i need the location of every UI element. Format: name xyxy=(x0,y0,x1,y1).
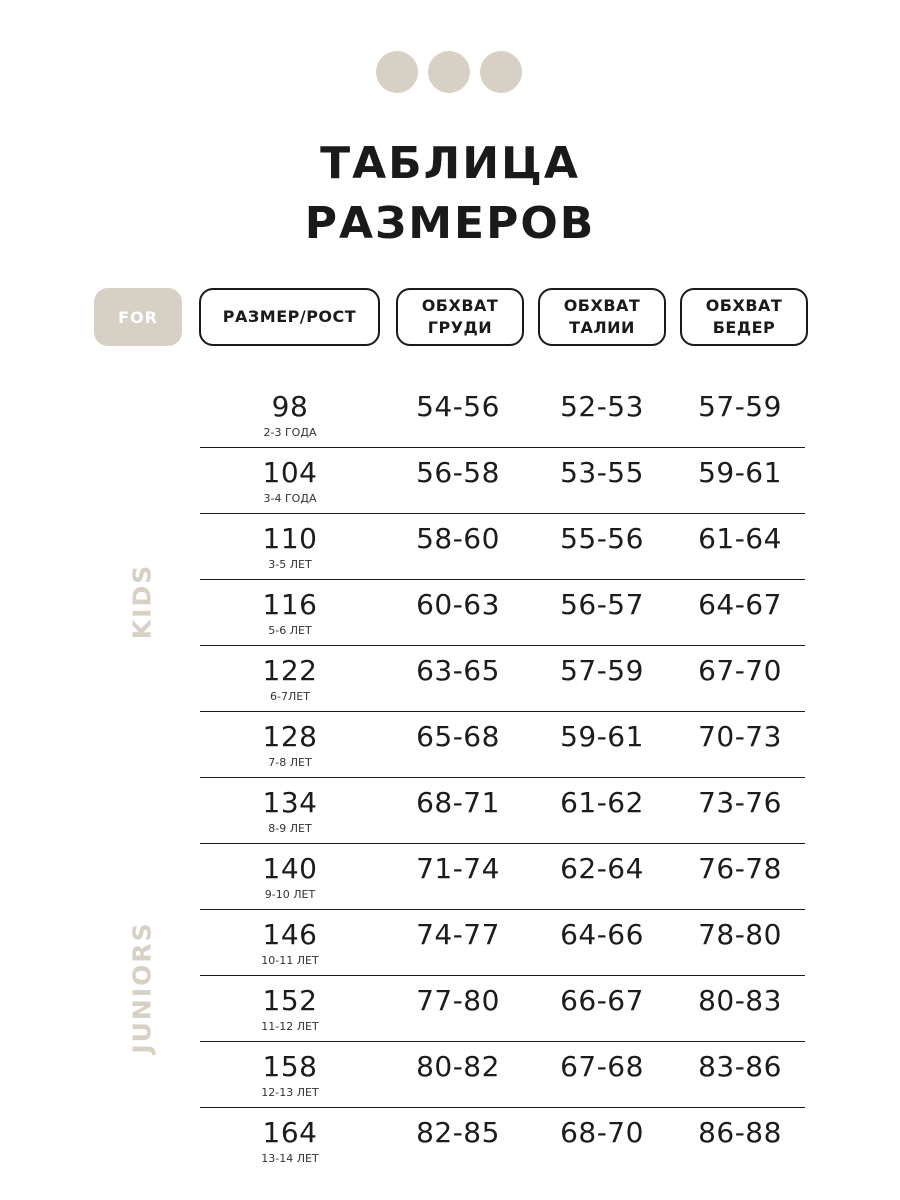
header-hips xyxy=(680,288,808,346)
hips-value: 76-78 xyxy=(698,852,782,885)
header-waist xyxy=(538,288,666,346)
age-value: 3-5 ЛЕТ xyxy=(268,558,312,571)
age-value: 12-13 ЛЕТ xyxy=(261,1086,319,1099)
age-value: 5-6 ЛЕТ xyxy=(268,624,312,637)
waist-value: 64-66 xyxy=(560,918,644,951)
chest-value: 71-74 xyxy=(416,852,500,885)
size-value: 116 xyxy=(262,588,318,621)
waist-value: 57-59 xyxy=(560,654,644,687)
size-value: 146 xyxy=(262,918,318,951)
size-value: 122 xyxy=(262,654,318,687)
age-value: 2-3 ГОДА xyxy=(263,426,317,439)
chest-value: 54-56 xyxy=(416,390,500,423)
table-row xyxy=(200,910,805,976)
age-value: 11-12 ЛЕТ xyxy=(261,1020,319,1033)
table-row xyxy=(200,712,805,778)
size-value: 158 xyxy=(262,1050,318,1083)
page-title xyxy=(0,134,900,254)
table-row xyxy=(200,580,805,646)
size-value: 152 xyxy=(262,984,318,1017)
table-row xyxy=(200,646,805,712)
chest-value: 74-77 xyxy=(416,918,500,951)
waist-value: 53-55 xyxy=(560,456,644,489)
chest-value: 68-71 xyxy=(416,786,500,819)
side-label-kids: KIDS xyxy=(127,563,157,640)
hips-value: 64-67 xyxy=(698,588,782,621)
waist-value: 59-61 xyxy=(560,720,644,753)
hips-value: 59-61 xyxy=(698,456,782,489)
chest-value: 60-63 xyxy=(416,588,500,621)
dot-1 xyxy=(376,51,418,93)
title-line-2: РАЗМЕРОВ xyxy=(304,198,596,249)
age-value: 9-10 ЛЕТ xyxy=(264,888,316,901)
chest-value: 56-58 xyxy=(416,456,500,489)
header-waist-line-1: ОБХВАТ xyxy=(563,296,641,315)
size-value: 164 xyxy=(262,1116,318,1149)
age-value: 7-8 ЛЕТ xyxy=(268,756,312,769)
age-value: 13-14 ЛЕТ xyxy=(261,1152,319,1165)
waist-value: 61-62 xyxy=(560,786,644,819)
chest-value: 77-80 xyxy=(416,984,500,1017)
hips-value: 67-70 xyxy=(698,654,782,687)
dot-3 xyxy=(480,51,522,93)
header-chest xyxy=(396,288,524,346)
waist-value: 62-64 xyxy=(560,852,644,885)
table-row xyxy=(200,778,805,844)
waist-value: 68-70 xyxy=(560,1116,644,1149)
hips-value: 78-80 xyxy=(698,918,782,951)
header-size-label: РАЗМЕР/РОСТ xyxy=(222,307,357,326)
hips-value: 86-88 xyxy=(698,1116,782,1149)
table-row xyxy=(200,448,805,514)
waist-value: 55-56 xyxy=(560,522,644,555)
hips-value: 70-73 xyxy=(698,720,782,753)
hips-value: 57-59 xyxy=(698,390,782,423)
size-value: 98 xyxy=(271,390,309,423)
hips-value: 83-86 xyxy=(698,1050,782,1083)
chest-value: 63-65 xyxy=(416,654,500,687)
age-value: 8-9 ЛЕТ xyxy=(268,822,312,835)
age-value: 10-11 ЛЕТ xyxy=(261,954,319,967)
chest-value: 58-60 xyxy=(416,522,500,555)
age-value: 6-7ЛЕТ xyxy=(270,690,310,703)
waist-value: 66-67 xyxy=(560,984,644,1017)
hips-value: 61-64 xyxy=(698,522,782,555)
table-row xyxy=(200,382,805,448)
size-table xyxy=(200,382,805,1174)
size-value: 134 xyxy=(262,786,318,819)
table-row xyxy=(200,1108,805,1174)
table-row xyxy=(200,844,805,910)
age-value: 3-4 ГОДА xyxy=(263,492,317,505)
size-value: 128 xyxy=(262,720,318,753)
header-chest-line-2: ГРУДИ xyxy=(427,318,493,337)
size-value: 104 xyxy=(262,456,318,489)
table-row xyxy=(200,1042,805,1108)
waist-value: 56-57 xyxy=(560,588,644,621)
for-badge: FOR xyxy=(94,288,182,346)
header-size xyxy=(199,288,380,346)
waist-value: 67-68 xyxy=(560,1050,644,1083)
header-waist-line-2: ТАЛИИ xyxy=(569,318,635,337)
title-line-1: ТАБЛИЦА xyxy=(320,138,580,189)
header-chest-line-1: ОБХВАТ xyxy=(421,296,499,315)
table-row xyxy=(200,976,805,1042)
hips-value: 73-76 xyxy=(698,786,782,819)
decorative-dots xyxy=(376,51,522,93)
size-value: 140 xyxy=(262,852,318,885)
size-value: 110 xyxy=(262,522,318,555)
dot-2 xyxy=(428,51,470,93)
header-hips-line-1: ОБХВАТ xyxy=(705,296,783,315)
waist-value: 52-53 xyxy=(560,390,644,423)
chest-value: 80-82 xyxy=(416,1050,500,1083)
chest-value: 82-85 xyxy=(416,1116,500,1149)
chest-value: 65-68 xyxy=(416,720,500,753)
table-row xyxy=(200,514,805,580)
hips-value: 80-83 xyxy=(698,984,782,1017)
header-hips-line-2: БЕДЕР xyxy=(712,318,776,337)
side-label-juniors: JUNIORS xyxy=(127,921,157,1054)
